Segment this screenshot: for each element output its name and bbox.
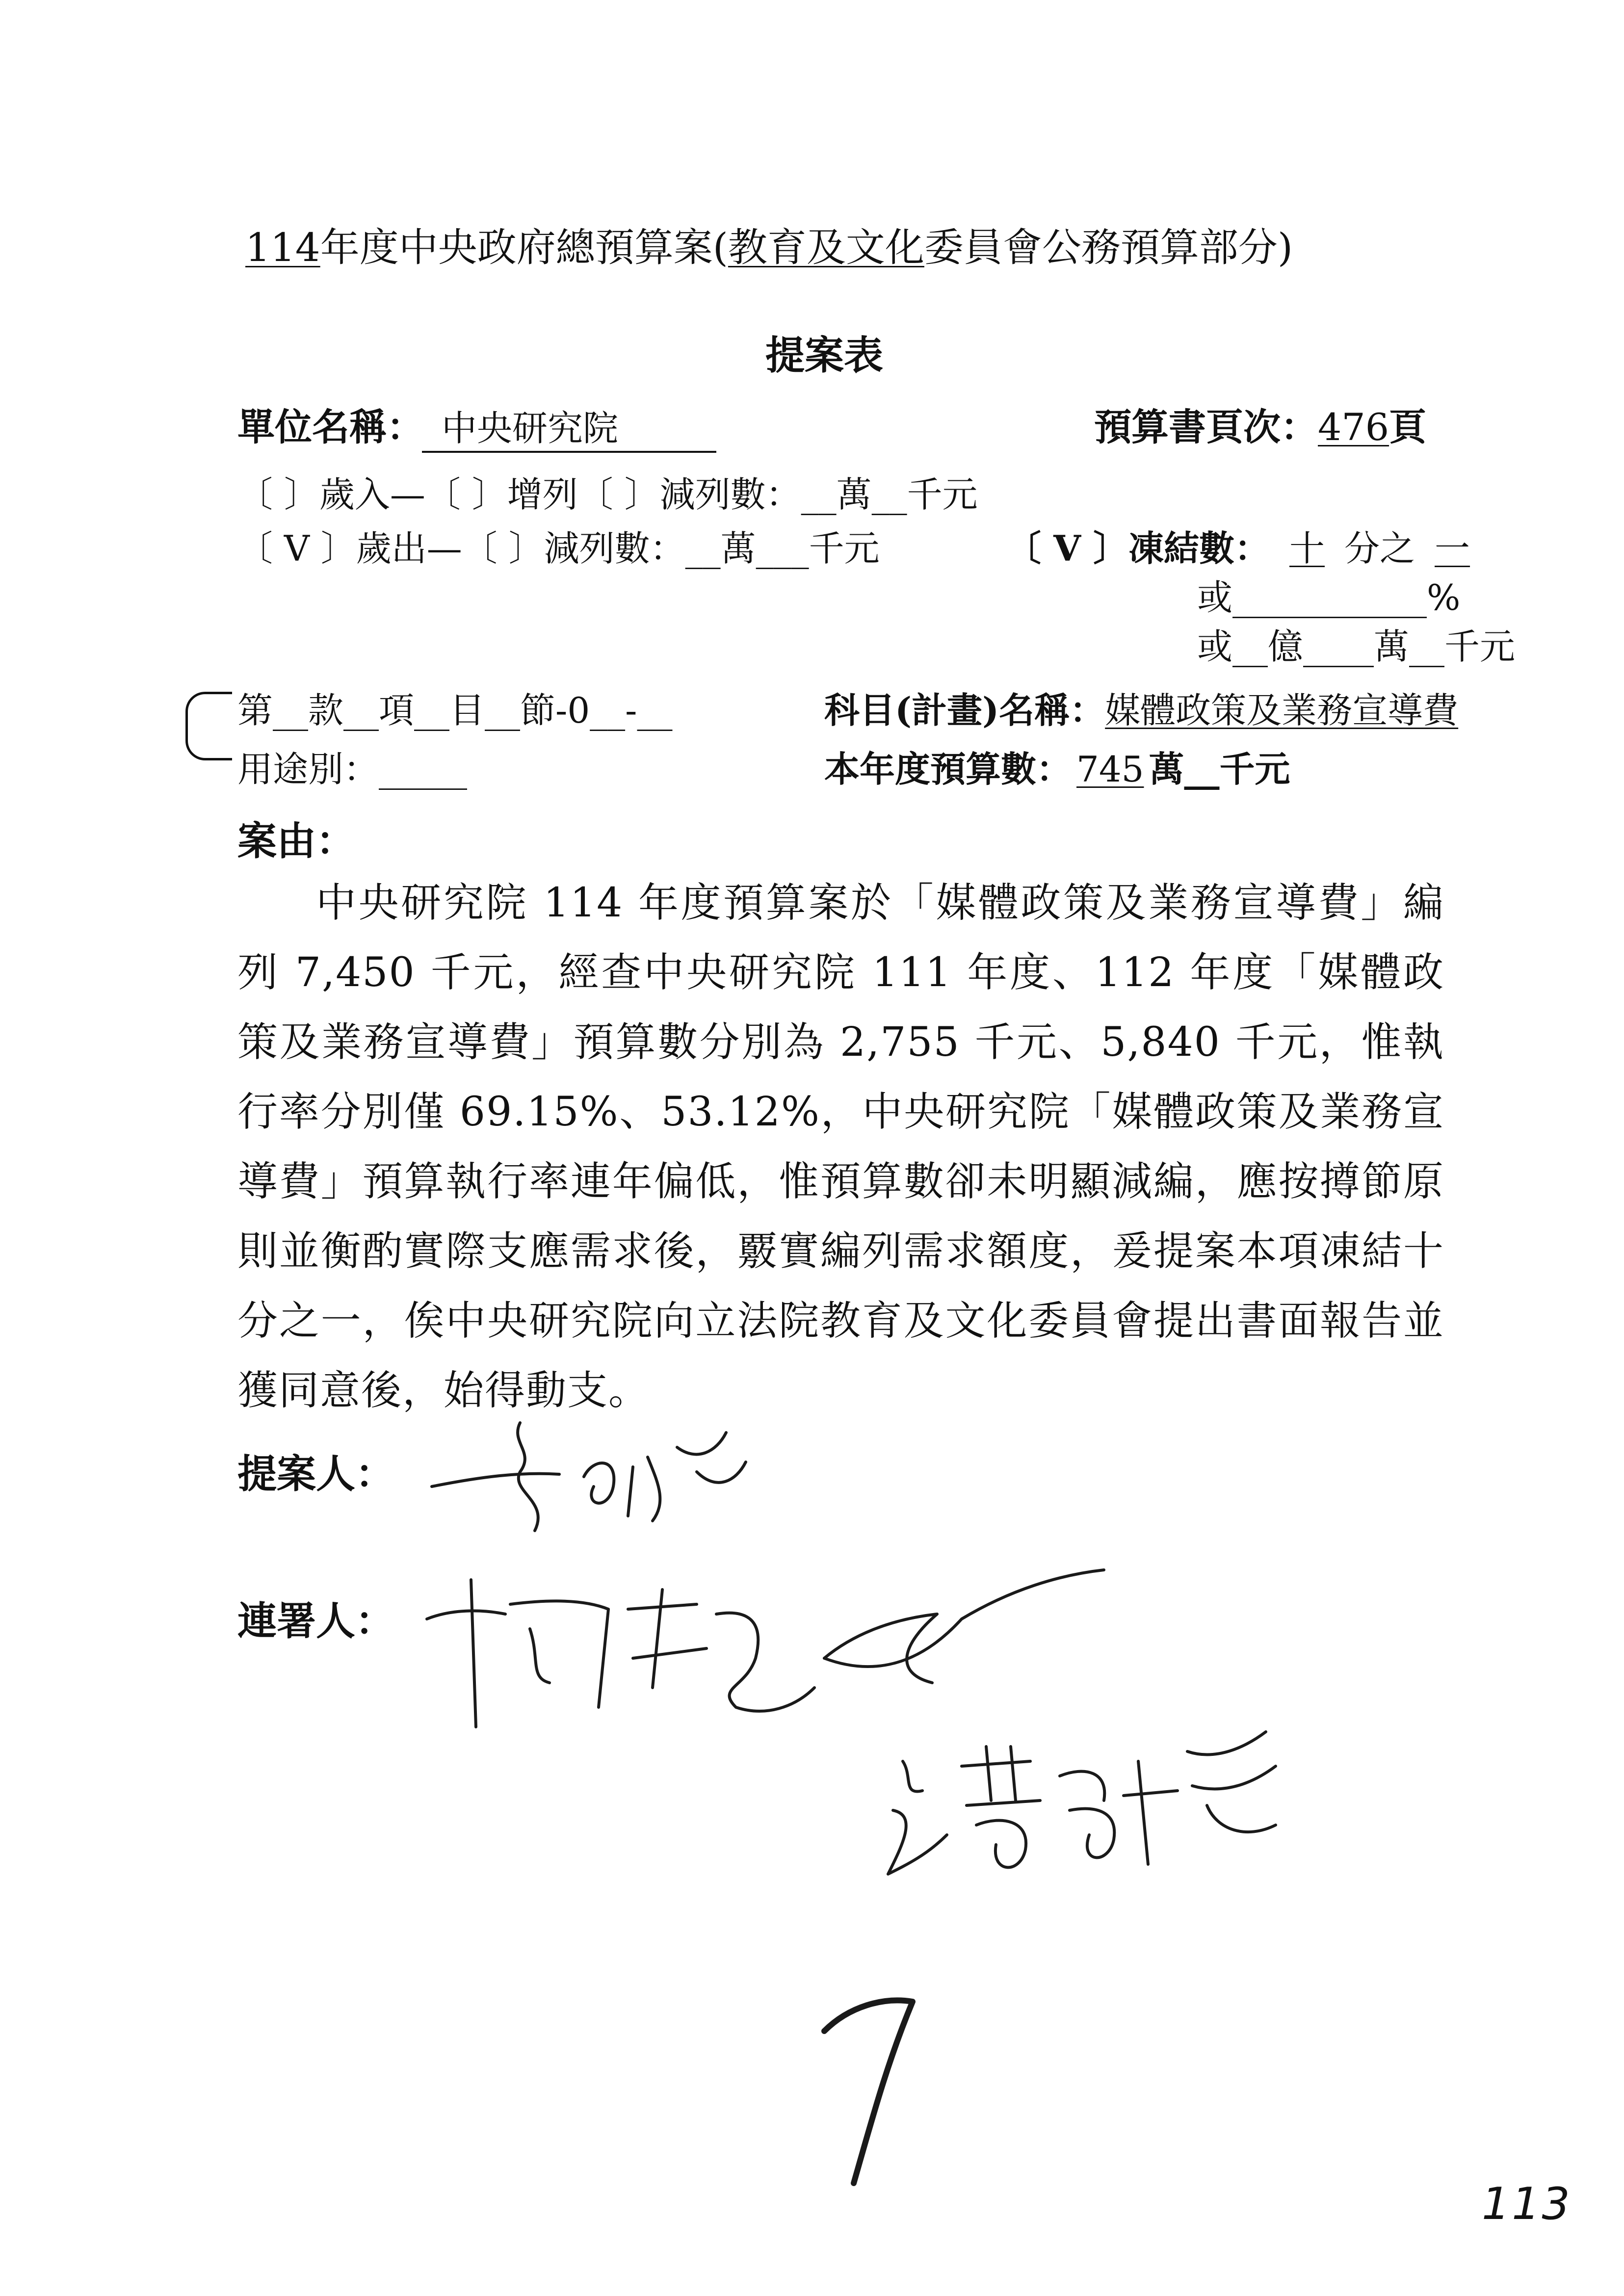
signature-stroke bbox=[427, 1611, 505, 1619]
budget-value: 745 bbox=[1076, 749, 1144, 790]
page-label: 預算書頁次： bbox=[1094, 405, 1318, 449]
signature-stroke bbox=[432, 1474, 559, 1487]
cosigner-signature-2 bbox=[873, 1717, 1315, 1904]
signature-stroke bbox=[1124, 1732, 1276, 1864]
unit-label: 單位名稱： bbox=[237, 405, 424, 449]
title-text: 年度中央政府總預算案( bbox=[320, 225, 728, 270]
or-percent-line: 或___________% bbox=[1197, 577, 1461, 618]
handwritten-number-7 bbox=[814, 1987, 932, 2193]
subject-value: 媒體政策及業務宣導費 bbox=[1105, 690, 1459, 731]
freeze-mid: 分之 bbox=[1344, 528, 1415, 569]
reason-heading: 案由： bbox=[237, 818, 355, 864]
signature-stroke bbox=[1060, 1772, 1114, 1858]
freeze-value-b: 一 bbox=[1435, 528, 1470, 569]
signature-stroke bbox=[824, 1614, 937, 1683]
signature-stroke bbox=[510, 1601, 608, 1707]
title-year: 114 bbox=[245, 225, 320, 270]
usage-line: 用途別：_____ bbox=[237, 749, 468, 790]
page-suffix: 頁 bbox=[1389, 405, 1427, 449]
page-value: 476 bbox=[1318, 405, 1389, 449]
expense-option-line: 〔 V 〕歲出—〔 〕減列數：__萬___千元 bbox=[237, 528, 880, 569]
page-number: 113 bbox=[1482, 2178, 1572, 2230]
signature-stroke bbox=[677, 1433, 746, 1483]
signature-stroke bbox=[518, 1423, 538, 1531]
revenue-option-line: 〔 〕歲入—〔 〕增列〔 〕減列數：__萬__千元 bbox=[237, 474, 978, 515]
unit-value: 中央研究院 bbox=[422, 400, 716, 453]
section-line: 第__款__項__目__節-0__-__ bbox=[237, 690, 673, 731]
signature-stroke bbox=[976, 1821, 1026, 1868]
signature-stroke bbox=[471, 1580, 476, 1727]
section-bracket bbox=[185, 692, 232, 760]
freeze-line bbox=[1006, 520, 1490, 571]
signature-stroke bbox=[530, 1629, 550, 1683]
signature-stroke bbox=[584, 1463, 614, 1503]
budget-suffix: 萬__千元 bbox=[1149, 748, 1290, 790]
form-subtitle: 提案表 bbox=[765, 332, 883, 378]
signature-stroke bbox=[716, 1613, 814, 1711]
budget-line bbox=[824, 741, 1290, 792]
subject-label: 科目(計畫)名稱： bbox=[824, 689, 1105, 731]
title-tail: 委員會公務預算部分) bbox=[924, 225, 1293, 270]
proposer-label: 提案人： bbox=[237, 1451, 394, 1497]
freeze-label: 〔 V 〕凍結數： bbox=[1006, 527, 1270, 569]
signature-stroke bbox=[824, 2001, 913, 2184]
page-reference bbox=[1094, 397, 1426, 451]
freeze-value-a: 十 bbox=[1289, 528, 1325, 569]
cosigner-label: 連署人： bbox=[237, 1598, 394, 1644]
subject-line bbox=[824, 682, 1458, 733]
budget-label: 本年度預算數： bbox=[824, 748, 1072, 790]
signature-stroke bbox=[824, 1570, 1104, 1667]
signature-stroke bbox=[628, 1590, 707, 1688]
reason-body: 中央研究院 114 年度預算案於「媒體政策及業務宣導費」編列 7,450 千元，經查中央研究院 111 年度、112 年度「媒體政策及業務宣導費」預算數分別為 2,755 千元、5,840 千元，惟執行率分別僅 69.15%、53.12%，中央研究院「媒體政策及業務宣導費」預算執行率連年偏低，惟預算數卻未明顯減編，應按撙節原則並衡酌實際支應需求後，覈實編列需求額度，爰提案本項凍結十分之一，俟中央研究院向立法院教育及文化委員會提出書面報告並獲同意後，始得動支。 bbox=[237, 880, 1444, 1414]
proposer-signature bbox=[422, 1403, 765, 1550]
or-amount-line: 或__億____萬__千元 bbox=[1197, 626, 1516, 667]
signature-stroke bbox=[962, 1747, 1040, 1805]
signature-stroke bbox=[888, 1761, 947, 1874]
document-title bbox=[245, 216, 1293, 272]
signature-stroke bbox=[628, 1457, 660, 1521]
title-committee: 教育及文化 bbox=[728, 225, 924, 270]
